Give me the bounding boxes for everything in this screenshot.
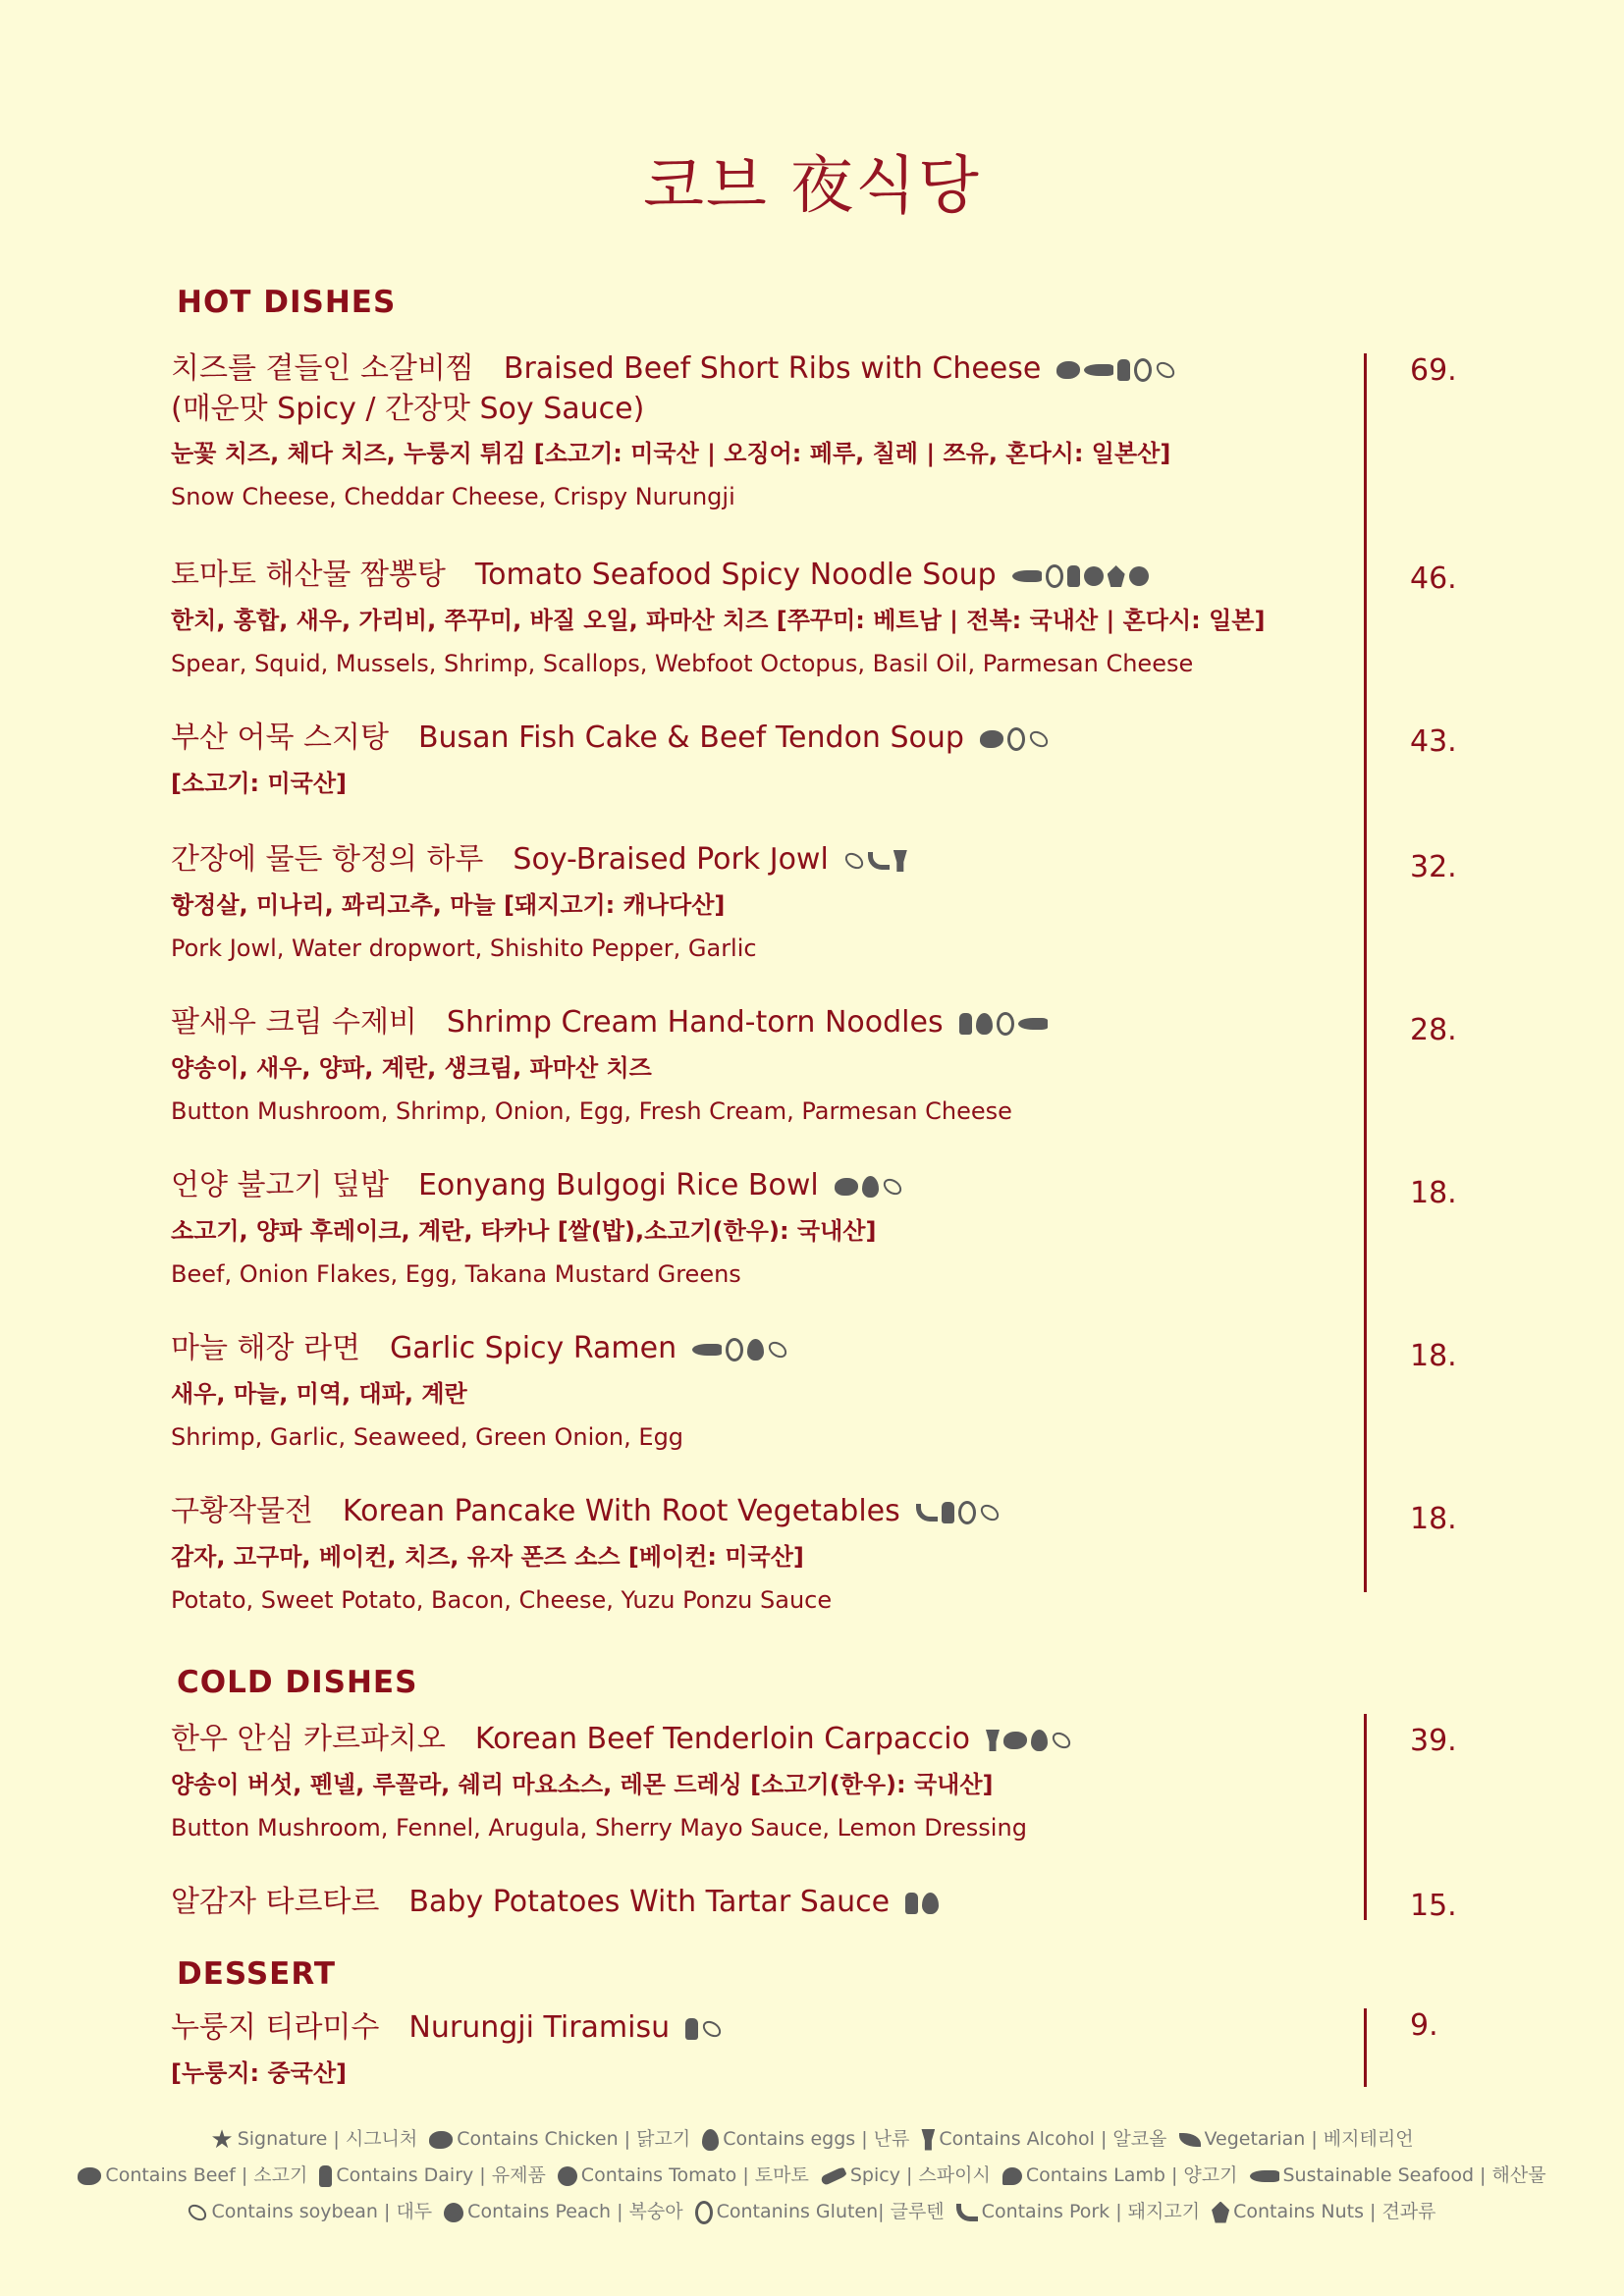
menu-item-ingredients-en: Potato, Sweet Potato, Bacon, Cheese, Yuzu Ponzu Sauce [171, 1585, 833, 1614]
allergen-icons [835, 1167, 906, 1206]
allergen-icons [844, 841, 911, 881]
legend-entry [702, 2124, 909, 2151]
egg-icon [702, 2129, 719, 2151]
menu-item [171, 1329, 1349, 1454]
tomato-icon [558, 2166, 577, 2186]
legend-entry [921, 2124, 1166, 2151]
legend-label: Contains eggs | 난류 [723, 2128, 910, 2150]
beef-icon [1056, 361, 1080, 379]
legend-label: Contains Alcohol | 알코올 [939, 2128, 1167, 2150]
menu-item-name-ko: 팔새우 크림 수제비 [171, 1005, 417, 1040]
menu-item-title [171, 1329, 1349, 1369]
menu-item-ingredients-en: Button Mushroom, Fennel, Arugula, Sherry Mayo Sauce, Lemon Dressing [171, 1813, 1027, 1842]
allergen-icons [986, 1721, 1075, 1760]
menu-item-option: (매운맛 Spicy / 간장맛 Soy Sauce) [171, 391, 645, 426]
seafood-icon [1084, 364, 1113, 376]
menu-item-title [171, 1492, 1349, 1532]
menu-item-price: 39. [1410, 1724, 1457, 1758]
divider-dessert [1364, 2008, 1367, 2087]
menu-item [171, 349, 1349, 513]
seafood-icon [1018, 1018, 1048, 1030]
menu-item [171, 2008, 1349, 2090]
allergen-icons [1012, 557, 1153, 596]
egg-icon [862, 1176, 879, 1198]
dairy-icon [1067, 565, 1080, 587]
legend-label: Contains Peach | 복숭아 [467, 2201, 683, 2222]
menu-item-ingredients-ko: [누룽지: 중국산] [171, 2058, 347, 2087]
soybean-icon [1154, 359, 1177, 382]
menu-item-name-ko: 구황작물전 [171, 1494, 313, 1528]
menu-item-name-ko: 언양 불고기 덮밥 [171, 1168, 389, 1202]
dairy-icon [959, 1013, 972, 1035]
menu-item-name-en: Braised Beef Short Ribs with Cheese [503, 351, 1042, 386]
pork-icon [868, 852, 890, 870]
legend-row-2 [0, 2161, 1624, 2187]
menu-item-ingredients-ko: 눈꽃 치즈, 체다 치즈, 누룽지 튀김 [소고기: 미국산 | 오징어: 페루, 칠레 | 쯔유, 혼다시: 일본산] [171, 439, 1171, 467]
legend-entry [188, 2197, 432, 2223]
dairy-icon [1117, 359, 1130, 381]
gluten-icon [958, 1501, 976, 1524]
nut-icon [1212, 2202, 1229, 2223]
egg-icon [1031, 1730, 1048, 1751]
dairy-icon [319, 2165, 332, 2187]
chicken-icon [429, 2131, 453, 2149]
beef-icon [835, 1178, 858, 1196]
seafood-icon [1250, 2170, 1279, 2182]
menu-item-name-ko: 간장에 물든 항정의 하루 [171, 842, 484, 877]
page-title: 코브 夜식당 [643, 150, 981, 223]
menu-item-ingredients-ko: 한치, 홍합, 새우, 가리비, 쭈꾸미, 바질 오일, 파마산 치즈 [쭈꾸미: 베트남 | 전복: 국내산 | 혼다시: 일본] [171, 606, 1266, 634]
gluten-icon [1007, 727, 1025, 751]
soybean-icon [881, 1176, 904, 1199]
allergen-icons [959, 1004, 1052, 1043]
soybean-icon [978, 1502, 1001, 1524]
legend-label: Contanins Gluten| 글루텐 [716, 2201, 945, 2222]
legend-entry [821, 2161, 991, 2187]
menu-item-name-en: Nurungji Tiramisu [408, 2010, 671, 2045]
menu-item-name-en: Korean Pancake With Root Vegetables [342, 1494, 900, 1528]
menu-item-ingredients-ko: 감자, 고구마, 베이컨, 치즈, 유자 폰즈 소스 [베이컨: 미국산] [171, 1542, 804, 1571]
menu-item-ingredients-en: Button Mushroom, Shrimp, Onion, Egg, Fresh Cream, Parmesan Cheese [171, 1096, 1012, 1125]
legend-label: Contains Tomato | 토마토 [580, 2164, 809, 2186]
menu-item-price: 28. [1410, 1013, 1457, 1047]
menu-item-ingredients-ko: [소고기: 미국산] [171, 769, 347, 797]
menu-item-title [171, 1003, 1349, 1043]
alcohol-icon [893, 850, 907, 872]
menu-item [171, 719, 1349, 800]
menu-item [171, 1492, 1349, 1617]
allergen-icons [916, 1493, 1003, 1532]
legend-row-3 [0, 2197, 1624, 2224]
menu-item-price: 46. [1410, 561, 1457, 596]
tomato-icon [1129, 566, 1149, 586]
legend-entry [1212, 2197, 1435, 2223]
legend-label: Contains soybean | 대두 [211, 2201, 433, 2222]
egg-icon [922, 1893, 939, 1914]
menu-item [171, 1883, 1349, 1923]
menu-item-title [171, 349, 1349, 390]
menu-item-price: 9. [1410, 2008, 1438, 2043]
menu-item-ingredients-en: Beef, Onion Flakes, Egg, Takana Mustard Greens [171, 1259, 741, 1288]
menu-item-ingredients-en: Shrimp, Garlic, Seaweed, Green Onion, Egg [171, 1422, 684, 1451]
egg-icon [976, 1013, 993, 1035]
menu-item-price: 32. [1410, 850, 1457, 884]
gluten-icon [1134, 358, 1152, 382]
menu-item-name-ko: 마늘 해장 라면 [171, 1331, 360, 1365]
menu-item-ingredients-en: Snow Cheese, Cheddar Cheese, Crispy Nurungji [171, 482, 735, 510]
lamb-icon [1002, 2167, 1022, 2185]
legend-entry [78, 2161, 307, 2187]
menu-item-price: 18. [1410, 1502, 1457, 1536]
legend-label: Contains Beef | 소고기 [105, 2164, 308, 2186]
legend-label: Contains Lamb | 양고기 [1025, 2164, 1238, 2186]
seafood-icon [1012, 570, 1042, 582]
menu-item-ingredients-ko: 양송이, 새우, 양파, 계란, 생크림, 파마산 치즈 [171, 1053, 652, 1082]
menu-item-name-ko: 알감자 타르타르 [171, 1885, 380, 1919]
menu-item-title [171, 556, 1349, 596]
menu-item [171, 1720, 1349, 1844]
menu-item-name-en: Korean Beef Tenderloin Carpaccio [474, 1722, 970, 1756]
menu-item-name-en: Garlic Spicy Ramen [389, 1331, 677, 1365]
soybean-icon [1027, 728, 1051, 751]
dairy-icon [905, 1893, 918, 1914]
menu-item-name-ko: 부산 어묵 스지탕 [171, 721, 389, 755]
divider-hot [1364, 353, 1367, 1592]
legend-entry [1002, 2161, 1238, 2187]
allergen-icons [905, 1884, 943, 1923]
menu-item [171, 556, 1349, 680]
spicy-icon [820, 2165, 847, 2185]
signature-icon: ★ [210, 2124, 234, 2155]
legend-label: Signature | 시그니처 [237, 2128, 418, 2150]
beef-icon [78, 2167, 101, 2185]
alcohol-icon [986, 1730, 1000, 1751]
menu-item-title [171, 840, 1349, 881]
dairy-icon [942, 1502, 954, 1523]
soybean-icon [186, 2201, 209, 2223]
menu-item-price: 15. [1410, 1889, 1457, 1923]
legend-entry [1250, 2161, 1546, 2187]
menu-item-name-en: Shrimp Cream Hand-torn Noodles [446, 1005, 944, 1040]
gluten-icon [695, 2201, 713, 2224]
menu-item-name-ko: 한우 안심 카르파치오 [171, 1722, 446, 1756]
divider-cold [1364, 1714, 1367, 1920]
menu-item-name-en: Eonyang Bulgogi Rice Bowl [417, 1168, 819, 1202]
gluten-icon [997, 1012, 1014, 1036]
menu-item-ingredients-ko: 양송이 버섯, 펜넬, 루꼴라, 쉐리 마요소스, 레몬 드레싱 [소고기(한우): 국내산] [171, 1770, 994, 1798]
menu-item-title [171, 719, 1349, 759]
menu-item-price: 69. [1410, 353, 1457, 388]
legend-label: Contains Pork | 돼지고기 [981, 2201, 1201, 2222]
legend-label: Vegetarian | 베지테리언 [1204, 2128, 1414, 2150]
legend-entry [1179, 2124, 1414, 2151]
menu-item-ingredients-en: Pork Jowl, Water dropwort, Shishito Pepper, Garlic [171, 934, 757, 962]
menu-item-title [171, 1166, 1349, 1206]
section-dessert: DESSERT [177, 1956, 336, 1992]
menu-item-name-en: Busan Fish Cake & Beef Tendon Soup [417, 721, 964, 755]
legend-row-1 [0, 2124, 1624, 2155]
menu-item [171, 1166, 1349, 1291]
gluten-icon [726, 1338, 743, 1362]
beef-icon [1003, 1732, 1027, 1749]
legend-entry [210, 2124, 418, 2155]
legend-entry [444, 2197, 682, 2223]
menu-item-name-ko: 치즈를 곁들인 소갈비찜 [171, 351, 474, 386]
legend-label: Contains Nuts | 견과류 [1233, 2201, 1436, 2222]
pork-icon [916, 1504, 938, 1522]
legend-label: Sustainable Seafood | 해산물 [1282, 2164, 1546, 2186]
menu-item-ingredients-ko: 새우, 마늘, 미역, 대파, 계란 [171, 1379, 467, 1408]
gluten-icon [1046, 564, 1063, 588]
pork-icon [956, 2204, 978, 2221]
menu-item-name-en: Baby Potatoes With Tartar Sauce [408, 1885, 891, 1919]
legend-label: Contains Chicken | 닭고기 [457, 2128, 691, 2150]
legend-entry [429, 2124, 690, 2151]
menu-item-title [171, 1720, 1349, 1760]
soybean-icon [700, 2018, 724, 2041]
vegetarian-icon [1179, 2133, 1201, 2147]
menu-item-ingredients-en: Spear, Squid, Mussels, Shrimp, Scallops, Webfoot Octopus, Basil Oil, Parmesan Cheese [171, 649, 1194, 677]
legend-label: Spicy | 스파이시 [849, 2164, 991, 2186]
seafood-icon [692, 1344, 722, 1356]
soybean-icon [842, 850, 866, 873]
menu-item-name-en: Tomato Seafood Spicy Noodle Soup [474, 558, 997, 592]
section-cold-dishes: COLD DISHES [177, 1665, 418, 1700]
menu-item-title [171, 1883, 1349, 1923]
menu-item-price: 43. [1410, 724, 1457, 759]
alcohol-icon [921, 2129, 935, 2151]
menu-item-price: 18. [1410, 1176, 1457, 1210]
nut-icon [1108, 565, 1125, 587]
legend-entry [319, 2161, 545, 2187]
allergen-icons [692, 1330, 791, 1369]
soybean-icon [766, 1339, 789, 1362]
menu-item-name-ko: 누룽지 티라미수 [171, 2010, 380, 2045]
legend-entry [956, 2197, 1200, 2223]
menu-item [171, 1003, 1349, 1128]
allergen-icons [980, 720, 1053, 759]
dairy-icon [685, 2018, 698, 2040]
peach-icon [444, 2203, 463, 2222]
section-hot-dishes: HOT DISHES [177, 285, 397, 320]
menu-item-ingredients-ko: 항정살, 미나리, 꽈리고추, 마늘 [돼지고기: 캐나다산] [171, 890, 726, 919]
menu-item-title [171, 2008, 1349, 2049]
egg-icon [747, 1339, 764, 1361]
menu-item-ingredients-ko: 소고기, 양파 후레이크, 계란, 타카나 [쌀(밥),소고기(한우): 국내산] [171, 1216, 877, 1245]
legend-entry [695, 2197, 945, 2224]
tomato-icon [1084, 566, 1104, 586]
menu-item-name-en: Soy-Braised Pork Jowl [513, 842, 829, 877]
menu-item [171, 840, 1349, 965]
allergen-icons [685, 2009, 726, 2049]
menu-item-price: 18. [1410, 1339, 1457, 1373]
beef-icon [980, 730, 1003, 748]
menu-item-name-ko: 토마토 해산물 짬뽕탕 [171, 558, 446, 592]
legend-label: Contains Dairy | 유제품 [336, 2164, 546, 2186]
legend-entry [558, 2161, 809, 2187]
soybean-icon [1050, 1730, 1073, 1752]
allergen-icons [1056, 350, 1179, 390]
